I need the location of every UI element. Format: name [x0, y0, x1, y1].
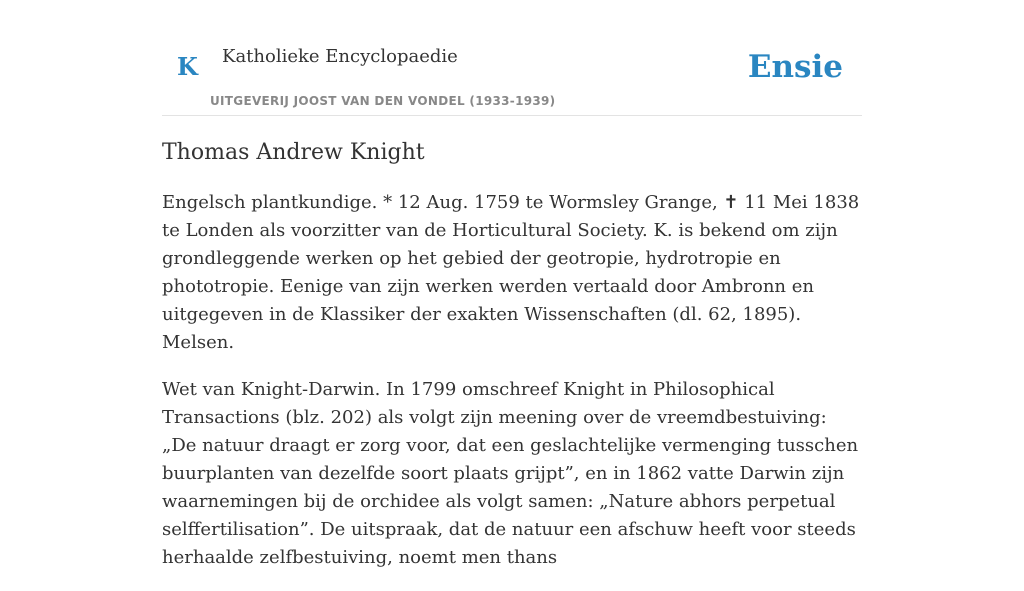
article-paragraph-1: Engelsch plantkundige. * 12 Aug. 1759 te Wormsley Grange, ✝ 11 Mei 1838 te Londen als voorzitter van de Horticultural Society. K. is bekend om zijn grondleggende werken op het gebied der geotropie, hydrotropie en phototropie. Eenige van zijn werken werden vertaald door Ambronn en uitgegeven in de Klassiker der exakten Wissenschaften (dl. 62, 1895). Melsen.	[162, 191, 860, 353]
ensie-brand-link[interactable]: Ensie	[747, 49, 843, 85]
encyclopedia-title-link[interactable]: Katholieke Encyclopaedie	[222, 46, 458, 67]
article-title: Thomas Andrew Knight	[162, 140, 425, 165]
article-content	[162, 138, 862, 591]
site-header	[162, 0, 862, 116]
article-paragraph-2: Wet van Knight-Darwin. In 1799 omschreef Knight in Philosophical Transactions (blz. 202) als volgt zijn meening over de vreemdbestuiving: „De natuur draagt er zorg voor, dat een geslachtelijke vermenging tusschen buurplanten van dezelfde soort plaats grijpt”, en in 1862 vatte Darwin zijn waarnemingen bij de orchidee als volgt samen: „Nature abhors perpetual selffertilisation”. De uitspraak, dat de natuur een afschuw heeft voor steeds herhaalde zelfbestuiving, noemt men thans	[162, 378, 859, 568]
encyclopedia-logo[interactable]: K	[177, 52, 198, 81]
publisher-label: UITGEVERIJ JOOST VAN DEN VONDEL (1933-1939)	[210, 94, 556, 108]
